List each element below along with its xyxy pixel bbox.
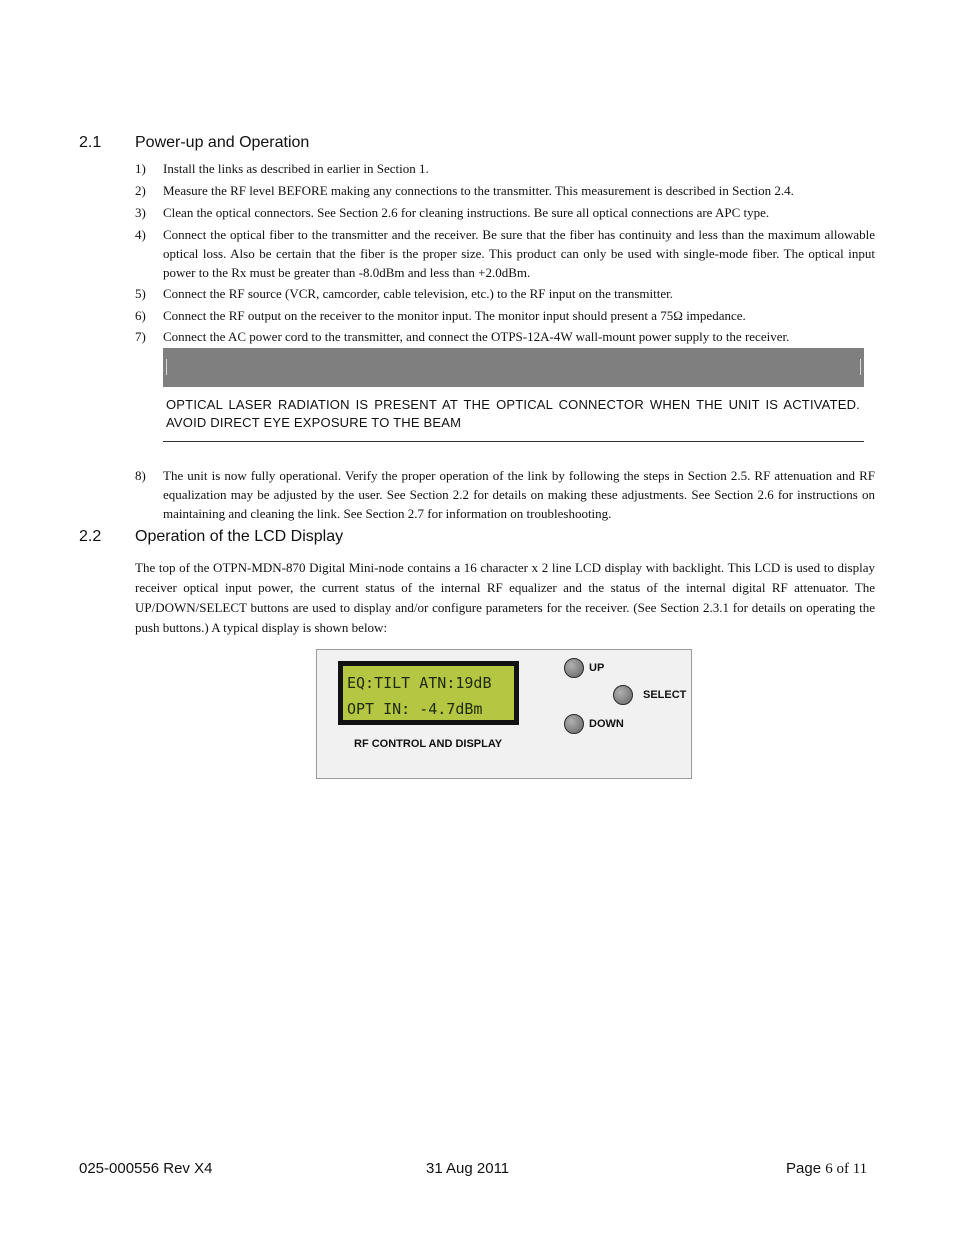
lcd-description-paragraph: The top of the OTPN-MDN-870 Digital Mini-node contains a 16 character x 2 line LCD display with backlight. This LCD is used to display receiver optical input power, the current status of the internal RF equalizer and the status of the internal digital RF attenuator. The UP/DOWN/SELECT buttons are used to display and/or configure parameters for the receiver. (See Section 2.3.1 for details on operating the push buttons.) A typical display is shown below: — [135, 560, 875, 635]
warning-banner — [163, 348, 864, 387]
warning-banner-tick — [166, 359, 167, 375]
list-item-text: Install the links as described in earlier in Section 1. — [163, 161, 429, 176]
footer-page-word: Page — [786, 1160, 822, 1177]
warning-divider — [163, 441, 864, 442]
select-button-label: SELECT — [643, 689, 687, 701]
select-button[interactable] — [613, 685, 633, 705]
list-item-text: Connect the RF source (VCR, camcorder, cable television, etc.) to the RF input on the transmitter. — [163, 286, 673, 301]
list-item-text: Connect the optical fiber to the transmitter and the receiver. Be sure that the fiber has continuity and less than the maximum allowable optical loss. Also be certain that the fiber is the proper size. This product can only be used with single-mode fiber. The optical input power to the Rx must be greater than -8.0dBm and less than +2.0dBm. — [163, 227, 875, 280]
warning-banner-tick — [860, 359, 861, 375]
footer-doc-number: 025-000556 Rev X4 — [79, 1160, 213, 1177]
list-item-number: 7) — [135, 329, 146, 344]
down-button-label: DOWN — [589, 718, 624, 730]
section-2-2-title: Operation of the LCD Display — [135, 528, 344, 545]
list-item-number: 5) — [135, 286, 146, 301]
list-item-number: 6) — [135, 308, 146, 323]
down-button[interactable] — [564, 714, 584, 734]
rf-control-panel — [316, 649, 692, 779]
lcd-line-2: OPT IN: -4.7dBm — [347, 700, 483, 718]
list-item-text: Connect the RF output on the receiver to the monitor input. The monitor input should present a 75Ω impedance. — [163, 308, 746, 323]
list-item-text: The unit is now fully operational. Verify the proper operation of the link by following the steps in Section 2.5. RF attenuation and RF equalization may be adjusted by the user. See Section 2.2 for details on making these adjustments. See Section 2.6 for instructions on maintaining and cleaning the link. See Section 2.7 for information on troubleshooting. — [163, 468, 875, 521]
list-item-number: 4) — [135, 227, 146, 242]
section-2-1-number: 2.1 — [79, 134, 102, 151]
panel-caption: RF CONTROL AND DISPLAY — [354, 738, 503, 750]
lcd-line-1: EQ:TILT ATN:19dB — [347, 674, 492, 692]
list-item-number: 8) — [135, 468, 146, 483]
list-item-text: Measure the RF level BEFORE making any connections to the transmitter. This measurement is described in Section 2.4. — [163, 183, 794, 198]
footer-page — [786, 1160, 867, 1178]
section-2-1-title: Power-up and Operation — [135, 134, 310, 151]
lcd-display — [338, 661, 519, 725]
section-2-2-number: 2.2 — [79, 528, 102, 545]
lcd-screen — [343, 666, 514, 720]
list-item-number: 1) — [135, 161, 146, 176]
list-item-number: 2) — [135, 183, 146, 198]
up-button-label: UP — [589, 662, 605, 674]
list-item-text: Connect the AC power cord to the transmitter, and connect the OTPS-12A-4W wall-mount power supply to the receiver. — [163, 329, 790, 344]
list-item-number: 3) — [135, 205, 146, 220]
list-item-text: Clean the optical connectors. See Section 2.6 for cleaning instructions. Be sure all optical connections are APC type. — [163, 205, 770, 220]
footer-date: 31 Aug 2011 — [426, 1160, 510, 1177]
footer-page-number: 6 of 11 — [825, 1161, 868, 1177]
laser-warning-text: OPTICAL LASER RADIATION IS PRESENT AT THE OPTICAL CONNECTOR WHEN THE UNIT IS ACTIVATED. AVOID DIRECT EYE EXPOSURE TO THE BEAM — [166, 397, 860, 430]
up-button[interactable] — [564, 658, 584, 678]
